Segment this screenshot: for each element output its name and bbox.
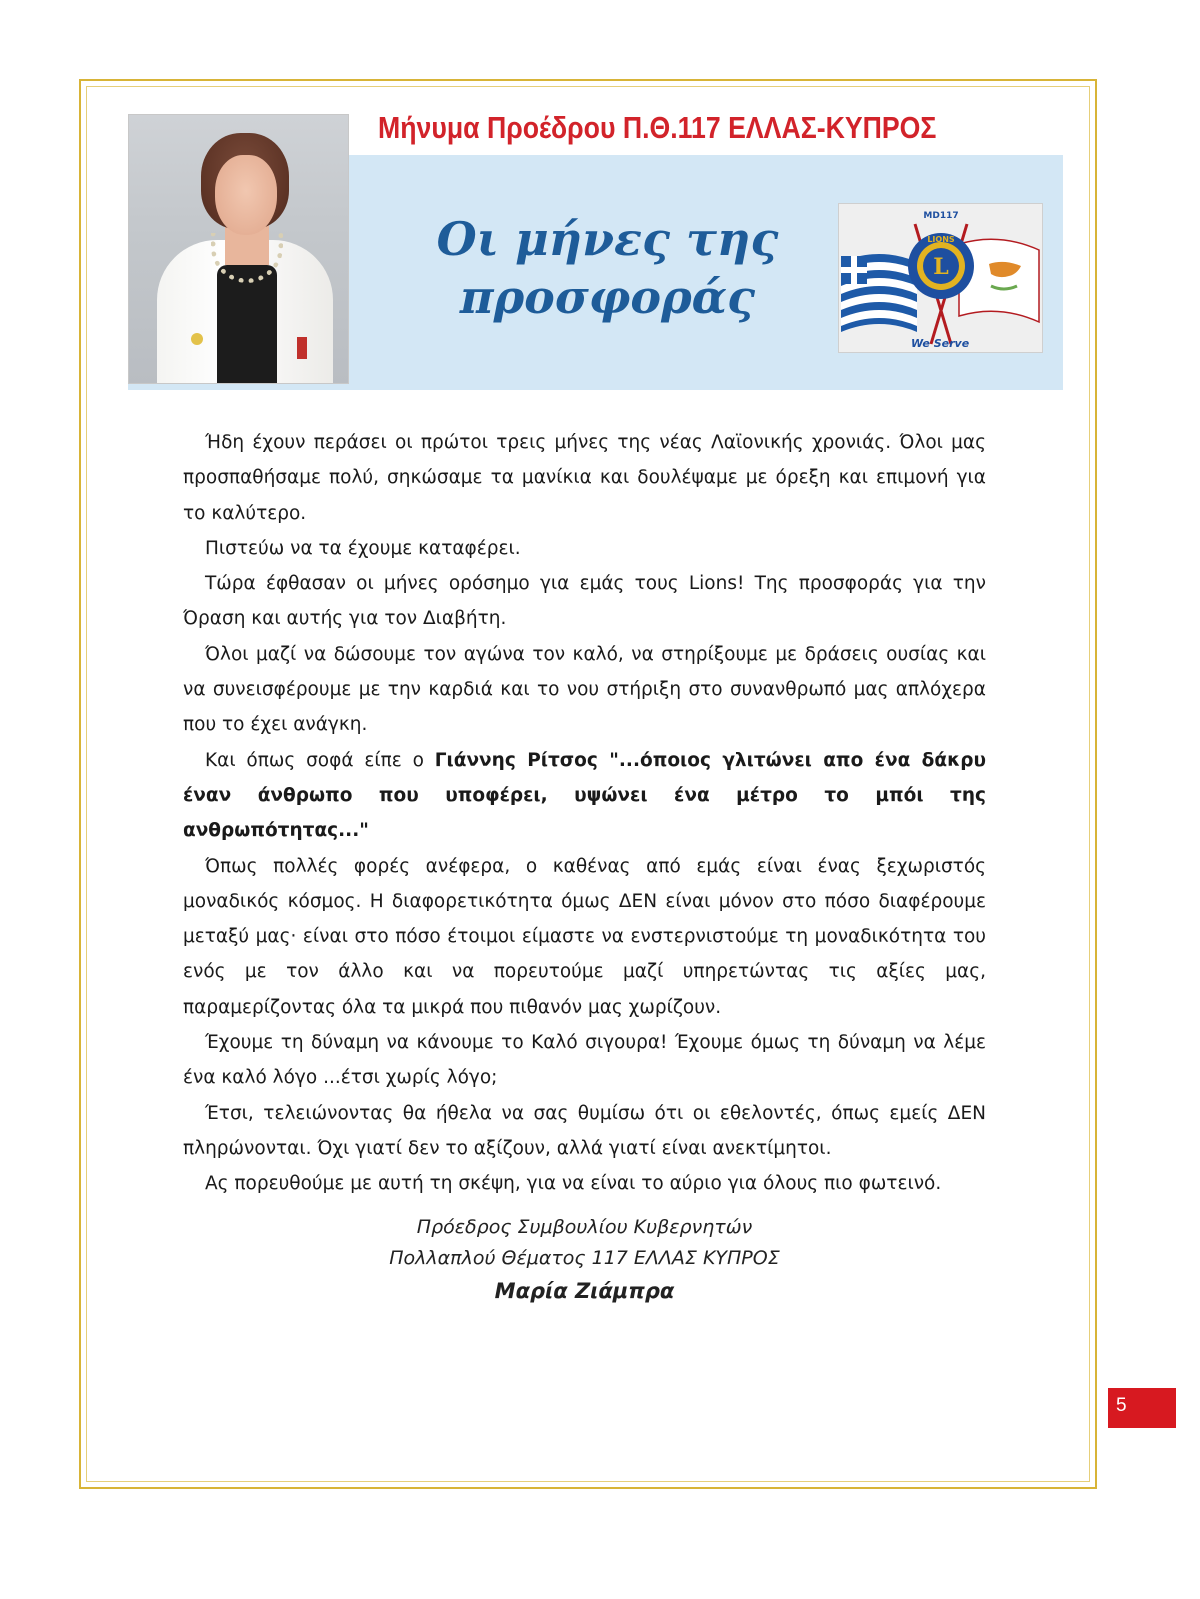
paragraph-4: Όλοι μαζί να δώσουμε τον αγώνα τον καλό, να στηρίξουμε με δράσεις ουσίας και να συνεισφέρουμε με την καρδιά και το νου στήριξη στο συνανθρωπό μας απλόχερα που το έχει ανάγκη. <box>183 643 986 736</box>
paragraph-6: Όπως πολλές φορές ανέφερα, ο καθένας από εμάς είναι ένας ξεχωριστός μοναδικός κόσμος. Η διαφορετικότητα όμως ΔΕΝ είναι μόνον στο πόσο διαφέρουμε μεταξύ μας· είναι στο πόσο έτοιμοι είμαστε να ενστερνιστούμε τη μοναδικότητα του ενός με τον άλλο και να πορευτούμε μαζί υπηρετώντας τις αξίες μας, παραμερίζοντας όλα τα μικρά που πιθανόν μας χωρίζουν. <box>183 855 986 1018</box>
banner-title-line2: προσφοράς <box>459 270 756 324</box>
message-body <box>183 425 986 1202</box>
cyprus-flag-icon <box>959 239 1039 322</box>
lions-md117-logo <box>838 203 1043 353</box>
banner-title-line1: Οι μήνες της <box>436 212 779 266</box>
signature-block <box>183 1212 986 1308</box>
quote-text: "...όποιος γλιτώνει απο ένα δάκρυ έναν άνθρωπο που υποφέρει, υψώνει ένα μέτρο το μπόι της ανθρωπότητας..." <box>183 749 986 842</box>
signature-name: Μαρία Ζιάμπρα <box>494 1279 675 1303</box>
logo-motto: We Serve <box>911 337 970 350</box>
paragraph-8: Έτσι, τελειώνοντας θα ήθελα να σας θυμίσω ότι οι εθελοντές, όπως εμείς ΔΕΝ πληρώνονται. Όχι γιατί δεν το αξίζουν, αλλά γιατί είναι ανεκτίμητοι. <box>183 1102 986 1159</box>
paragraph-7: Έχουμε τη δύναμη να κάνουμε το Καλό σιγουρα! Έχουμε όμως τη δύναμη να λέμε ένα καλό λόγο ...έτσι χωρίς λόγο; <box>183 1032 986 1089</box>
signature-title-line1: Πρόεδρος Συμβουλίου Κυβερνητών <box>416 1216 753 1238</box>
lions-logo-icon <box>839 204 1043 353</box>
logo-top-text: MD117 <box>923 211 959 221</box>
paragraph-5 <box>183 743 986 849</box>
paragraph-2: Πιστεύω να τα έχουμε καταφέρει. <box>205 537 521 559</box>
page-number-badge: 5 <box>1108 1388 1176 1428</box>
paragraph-1: Ήδη έχουν περάσει οι πρώτοι τρεις μήνες της νέας Λαϊονικής χρονιάς. Όλοι μας προσπαθήσαμε πολύ, σηκώσαμε τα μανίκια και δουλέψαμε με όρεξη και επιμονή για το καλύτερο. <box>183 432 986 524</box>
photo-face <box>215 155 277 235</box>
greek-flag-icon <box>841 254 917 332</box>
logo-ring-text: LIONS <box>927 235 955 244</box>
paragraph-3: Τώρα έφθασαν οι μήνες ορόσημο για εμάς τους Lions! Της προσφοράς για την Όραση και αυτής για τον Διαβήτη. <box>183 573 986 630</box>
signature-title-line2: Πολλαπλού Θέματος 117 ΕΛΛΑΣ ΚΥΠΡΟΣ <box>389 1247 780 1269</box>
paragraph-9: Ας πορευθούμε με αυτή τη σκέψη, για να είναι το αύριο για όλους πιο φωτεινό. <box>205 1173 942 1195</box>
photo-pin-yellow <box>191 333 203 345</box>
paragraph-5-intro: Και όπως σοφά είπε ο <box>205 749 435 771</box>
quote-author: Γιάννης Ρίτσος <box>434 749 598 771</box>
banner-title <box>395 210 820 326</box>
logo-center-letter: L <box>933 254 949 280</box>
photo-pin-red <box>297 337 307 359</box>
page-header-title: Μήνυμα Προέδρου Π.Θ.117 ΕΛΛΑΣ-ΚΥΠΡΟΣ <box>378 110 937 145</box>
portrait-photo <box>128 114 349 384</box>
